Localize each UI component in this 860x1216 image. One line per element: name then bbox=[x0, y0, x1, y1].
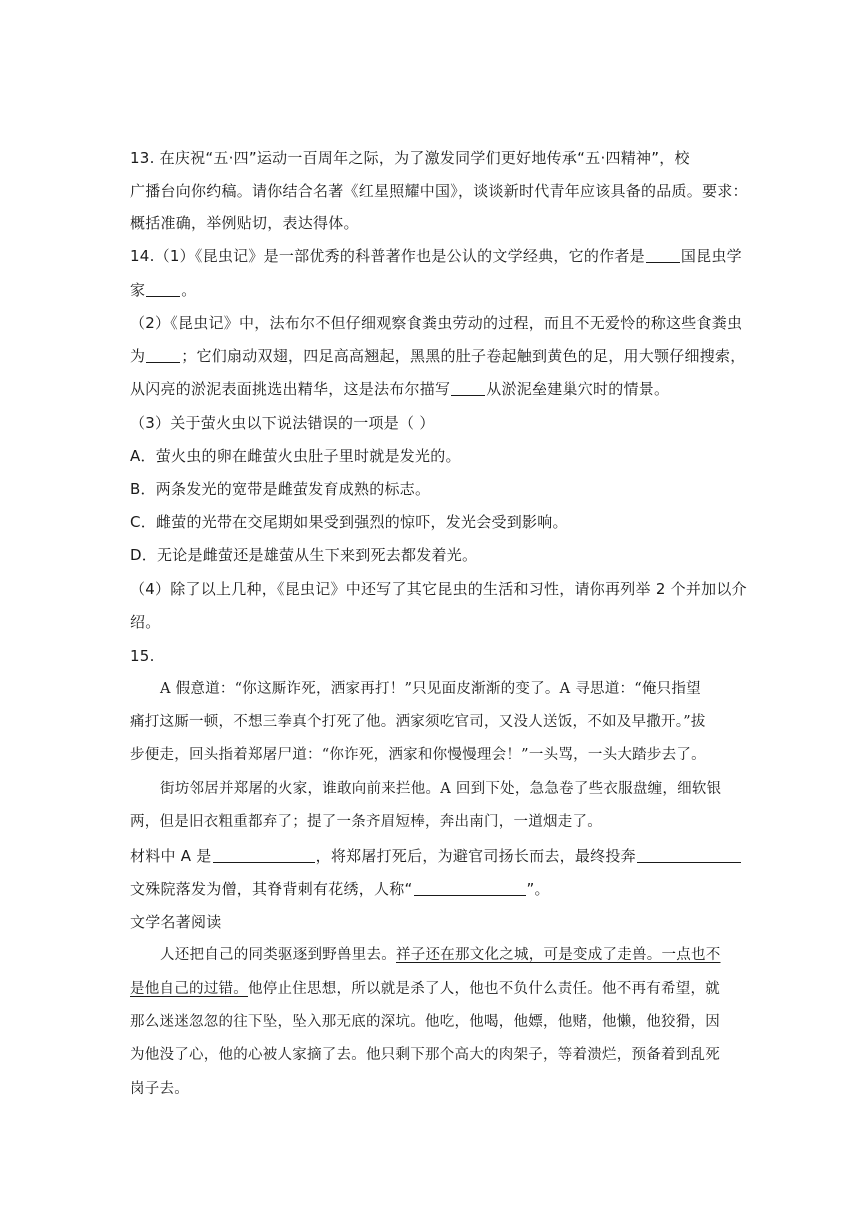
answer-blank-author[interactable] bbox=[146, 282, 180, 297]
q13-line-2: 广播台向你约稿。请你结合名著《红星照耀中国》，谈谈新时代青年应该具备的品质。要求： bbox=[130, 182, 748, 200]
q15-number: 15. bbox=[130, 647, 155, 665]
reading-line-1-text: 人还把自己的同类驱逐到野兽里去。 bbox=[160, 947, 396, 963]
q14-part1-text-c: 家 bbox=[130, 281, 146, 299]
q14-part2-text-c: 从闪亮的淤泥表面挑选出精华，这是法布尔描写 bbox=[130, 380, 451, 398]
reading-line-4: 为他没了心，他的心被人家摘了去。他只剩下那个高大的肉架子，等着溃烂，预备着到乱死 bbox=[130, 1047, 720, 1063]
q14-option-d: D．无论是雌萤还是雄萤从生下来到死去都发着光。 bbox=[130, 546, 478, 564]
answer-blank-nickname[interactable] bbox=[146, 348, 180, 363]
q14-part1-line-1 bbox=[130, 246, 742, 266]
answer-blank-nickname-title[interactable] bbox=[414, 881, 526, 896]
answer-blank-country[interactable] bbox=[646, 248, 680, 263]
q15-passage-para1-line-1: A 假意道：“你这厮诈死，洒家再打！”只见面皮渐渐的变了。A 寻思道：“俺只指望 bbox=[160, 681, 701, 697]
q15-question-text-b: ，将郑屠打死后，为避官司扬长而去，最终投奔 bbox=[315, 847, 636, 865]
q14-part2-line-3 bbox=[130, 379, 669, 399]
reading-underlined-sentence-a: 祥子还在那文化之城，可是变成了走兽。一点也不 bbox=[396, 947, 721, 963]
answer-blank-character[interactable] bbox=[213, 848, 315, 863]
q14-part1-text-b: 国昆虫学 bbox=[680, 247, 742, 265]
q14-part2-line-2 bbox=[130, 346, 746, 366]
q15-passage-para1-line-2: 痛打这厮一顿，不想三拳真个打死了他。洒家须吃官司，又没人送饭，不如及早撒开。”拔 bbox=[130, 714, 706, 730]
q14-option-a: A．萤火虫的卵在雌萤火虫肚子里时就是发光的。 bbox=[130, 447, 461, 465]
answer-blank-insect[interactable] bbox=[451, 381, 485, 396]
q15-passage-para2-line-1: 街坊邻居并郑屠的火家，谁敢向前来拦他。A 回到下处，急急卷了些衣服盘缠，细软银 bbox=[160, 781, 722, 797]
q15-question-text-a: 材料中 A 是 bbox=[130, 847, 212, 865]
reading-line-3: 那么迷迷忽忽的往下坠，坠入那无底的深坑。他吃，他喝，他嫖，他赌，他懒，他狡猾，因 bbox=[130, 1014, 720, 1030]
q14-option-b: B．两条发光的宽带是雌萤发育成熟的标志。 bbox=[130, 480, 431, 498]
q15-question-text-d: ”。 bbox=[526, 880, 550, 898]
q14-part4-line-1: （4）除了以上几种，《昆虫记》中还写了其它昆虫的生活和习性，请你再列举 2 个并加以介 bbox=[130, 580, 747, 598]
q15-question-line-1 bbox=[130, 846, 742, 866]
q15-question-line-2 bbox=[130, 879, 550, 899]
reading-line-2-text: 他停止住思想，所以就是杀了人，他也不负什么责任。他不再有希望，就 bbox=[248, 981, 720, 997]
q15-passage-para1-line-3: 步便走，回头指着郑屠尸道：“你诈死，洒家和你慢慢理会！”一头骂，一头大踏步去了。 bbox=[130, 747, 706, 763]
reading-line-1 bbox=[160, 945, 721, 965]
answer-blank-mountain[interactable] bbox=[637, 848, 741, 863]
q13-line-3: 概括准确，举例贴切，表达得体。 bbox=[130, 214, 359, 232]
q14-part2-text-d: 从淤泥垒建巢穴时的情景。 bbox=[486, 380, 670, 398]
q14-option-c: C．雌萤的光带在交尾期如果受到强烈的惊吓，发光会受到影响。 bbox=[130, 513, 568, 531]
q15-question-text-c: 文殊院落发为僧，其脊背刺有花绣，人称“ bbox=[130, 880, 413, 898]
reading-underlined-sentence-b: 是他自己的过错。 bbox=[130, 981, 248, 997]
q15-passage-para2-line-2: 两，但是旧衣粗重都弃了；提了一条齐眉短棒，奔出南门，一道烟走了。 bbox=[130, 814, 602, 830]
reading-line-2 bbox=[130, 979, 720, 999]
q14-part2-text-b: ；它们扇动双翅，四足高高翘起，黑黑的肚子卷起触到黄色的足，用大颚仔细搜索， bbox=[181, 347, 746, 365]
q14-part2-text-a: 为 bbox=[130, 347, 146, 365]
q14-part4-line-2: 绍。 bbox=[130, 613, 161, 631]
q14-part1-text-a: 14.（1）《昆虫记》是一部优秀的科普著作也是公认的文学经典，它的作者是 bbox=[130, 247, 645, 265]
q14-part3-question: （3）关于萤火虫以下说法错误的一项是（ ） bbox=[130, 414, 435, 432]
q13-line-1: 13. 在庆祝“五·四”运动一百周年之际，为了激发同学们更好地传承“五·四精神”，校 bbox=[130, 149, 690, 167]
q14-part1-line-2 bbox=[130, 280, 197, 300]
reading-heading: 文学名著阅读 bbox=[130, 913, 222, 931]
q14-part2-line-1: （2）《昆虫记》中，法布尔不但仔细观察食粪虫劳动的过程，而且不无爱怜的称这些食粪虫 bbox=[130, 314, 743, 332]
q14-part1-text-d: 。 bbox=[181, 281, 197, 299]
reading-line-5: 岗子去。 bbox=[130, 1081, 189, 1097]
